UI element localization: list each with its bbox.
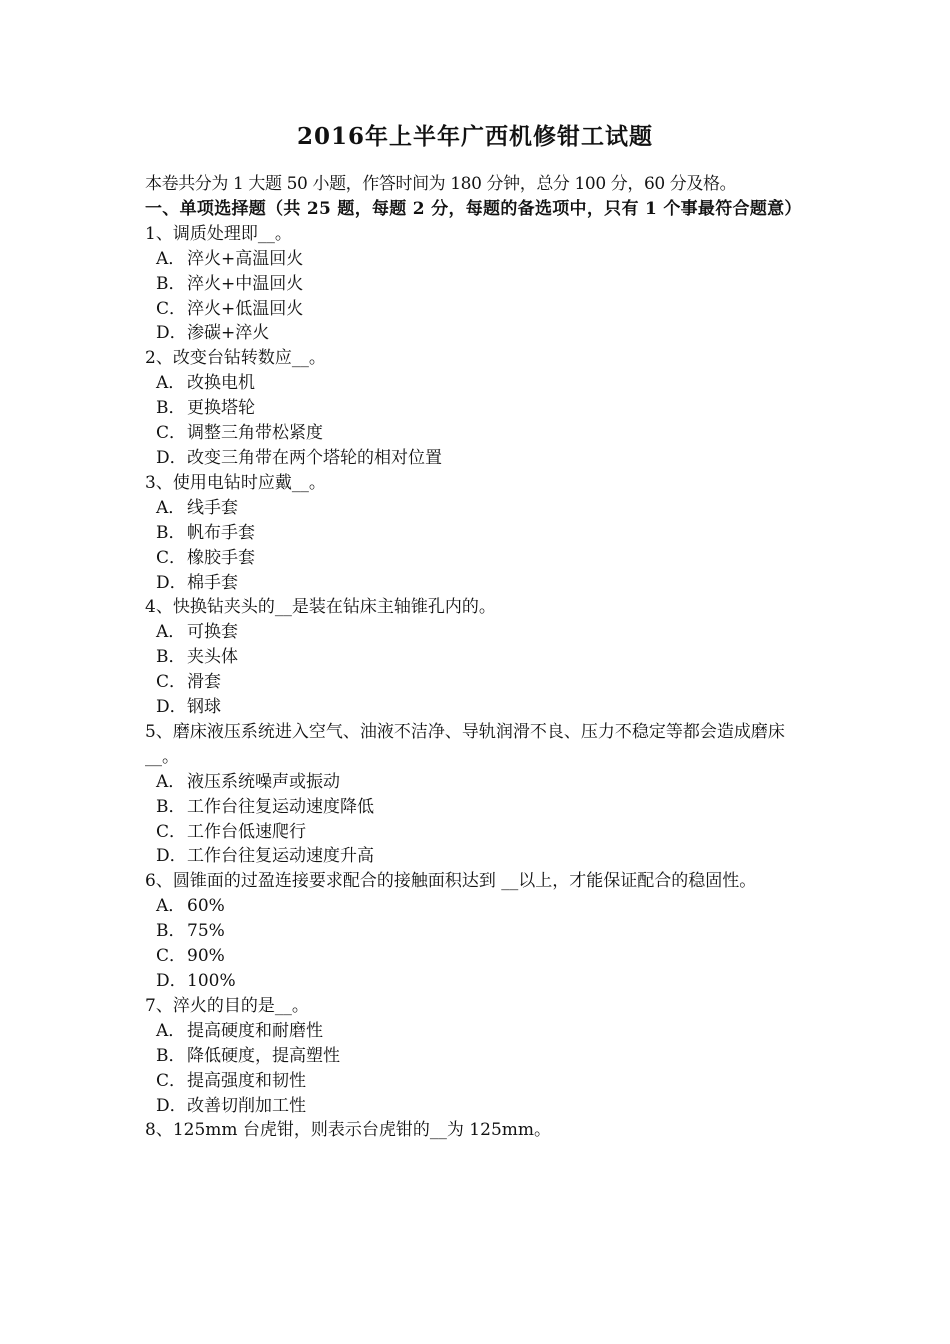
question-8: [145, 1118, 807, 1143]
option-letter: A．: [156, 622, 186, 643]
option-d: [145, 844, 807, 869]
question-7: [145, 994, 807, 1119]
option-letter: B．: [156, 1045, 186, 1066]
option-c: [145, 546, 807, 571]
question-stem: 3、使用电钻时应戴__。: [145, 472, 326, 493]
option-text: 滑套: [187, 672, 221, 693]
option-letter: A．: [156, 248, 186, 269]
option-text: 改善切削加工性: [187, 1095, 306, 1116]
option-a: [145, 1019, 807, 1044]
option-text: 棉手套: [187, 572, 238, 593]
option-text: 75%: [187, 921, 225, 942]
option-c: [145, 297, 807, 322]
option-b: [145, 1044, 807, 1069]
option-text: 线手套: [187, 497, 238, 518]
option-a: [145, 371, 807, 396]
option-text: 调整三角带松紧度: [187, 423, 323, 444]
option-letter: D．: [156, 846, 187, 867]
option-text: 改换电机: [187, 373, 255, 394]
question-stem: 7、淬火的目的是__。: [145, 995, 309, 1016]
option-text: 90%: [187, 946, 225, 967]
question-2: [145, 346, 807, 471]
option-letter: B．: [156, 522, 186, 543]
option-a: [145, 770, 807, 795]
option-a: [145, 247, 807, 272]
option-letter: A．: [156, 497, 186, 518]
option-letter: B．: [156, 796, 186, 817]
option-letter: B．: [156, 921, 186, 942]
option-d: [145, 571, 807, 596]
question-stem: 1、调质处理即__。: [145, 223, 292, 244]
option-letter: D．: [156, 447, 187, 468]
option-d: [145, 695, 807, 720]
option-d: [145, 321, 807, 346]
option-letter: B．: [156, 647, 186, 668]
option-letter: B．: [156, 273, 186, 294]
option-text: 100%: [187, 971, 236, 991]
option-text: 更换塔轮: [187, 398, 255, 419]
option-text: 工作台往复运动速度降低: [187, 796, 374, 817]
option-text: 淬火+高温回火: [187, 248, 304, 269]
question-5: [145, 720, 807, 869]
option-text: 渗碳+淬火: [187, 323, 270, 344]
option-text: 提高硬度和耐磨性: [187, 1020, 323, 1041]
option-b: [145, 521, 807, 546]
option-b: [145, 396, 807, 421]
option-text: 降低硬度，提高塑性: [187, 1045, 340, 1066]
question-4: [145, 595, 807, 720]
option-letter: A．: [156, 1020, 186, 1041]
option-letter: C．: [156, 423, 187, 444]
exam-content: [145, 172, 807, 1143]
option-c: [145, 820, 807, 845]
page-title: 2016年上半年广西机修钳工试题: [296, 123, 653, 150]
option-letter: D．: [156, 697, 187, 718]
option-a: [145, 496, 807, 521]
question-stem: 6、圆锥面的过盈连接要求配合的接触面积达到 __以上，才能保证配合的稳固性。: [145, 871, 757, 892]
option-text: 淬火+中温回火: [187, 273, 304, 294]
option-b: [145, 795, 807, 820]
question-stem: 2、改变台钻转数应__。: [145, 348, 326, 369]
option-c: [145, 421, 807, 446]
option-text: 工作台低速爬行: [187, 821, 306, 842]
option-letter: A．: [156, 771, 186, 792]
option-letter: D．: [156, 1095, 187, 1116]
option-a: [145, 894, 807, 919]
option-d: [145, 1094, 807, 1119]
option-text: 夹头体: [187, 647, 238, 668]
option-letter: B．: [156, 398, 186, 419]
option-c: [145, 944, 807, 969]
option-letter: A．: [156, 896, 186, 917]
option-text: 60%: [187, 896, 225, 917]
option-letter: D．: [156, 323, 187, 344]
option-text: 工作台往复运动速度升高: [187, 846, 374, 867]
option-text: 可换套: [187, 622, 238, 643]
option-text: 液压系统噪声或振动: [187, 771, 340, 792]
option-letter: D．: [156, 971, 187, 991]
option-letter: C．: [156, 298, 187, 319]
question-1: [145, 222, 807, 347]
option-letter: A．: [156, 373, 186, 394]
option-text: 提高强度和韧性: [187, 1070, 306, 1091]
option-text: 帆布手套: [187, 522, 255, 543]
section-heading: 一、单项选择题（共 25 题，每题 2 分，每题的备选项中，只有 1 个事最符合题意）: [145, 198, 802, 219]
question-6: [145, 869, 807, 994]
question-3: [145, 471, 807, 596]
question-stem: 4、快换钻夹头的__是装在钻床主轴锥孔内的。: [145, 597, 496, 618]
option-b: [145, 645, 807, 670]
option-letter: C．: [156, 821, 187, 842]
option-letter: D．: [156, 572, 187, 593]
option-a: [145, 620, 807, 645]
question-stem: 5、磨床液压系统进入空气、油液不洁净、导轨润滑不良、压力不稳定等都会造成磨床__。: [145, 721, 785, 767]
option-d: [145, 969, 807, 994]
option-text: 橡胶手套: [187, 547, 255, 568]
exam-intro: 本卷共分为 1 大题 50 小题，作答时间为 180 分钟，总分 100 分，60 分及格。: [145, 174, 737, 194]
option-letter: C．: [156, 1070, 187, 1091]
question-stem: 8、125mm 台虎钳，则表示台虎钳的__为 125mm。: [145, 1120, 551, 1141]
option-text: 钢球: [187, 697, 221, 718]
option-b: [145, 919, 807, 944]
option-b: [145, 272, 807, 297]
option-c: [145, 670, 807, 695]
option-letter: C．: [156, 547, 187, 568]
option-letter: C．: [156, 672, 187, 693]
option-text: 改变三角带在两个塔轮的相对位置: [187, 447, 442, 468]
option-c: [145, 1069, 807, 1094]
option-letter: C．: [156, 946, 187, 967]
option-d: [145, 446, 807, 471]
option-text: 淬火+低温回火: [187, 298, 304, 319]
